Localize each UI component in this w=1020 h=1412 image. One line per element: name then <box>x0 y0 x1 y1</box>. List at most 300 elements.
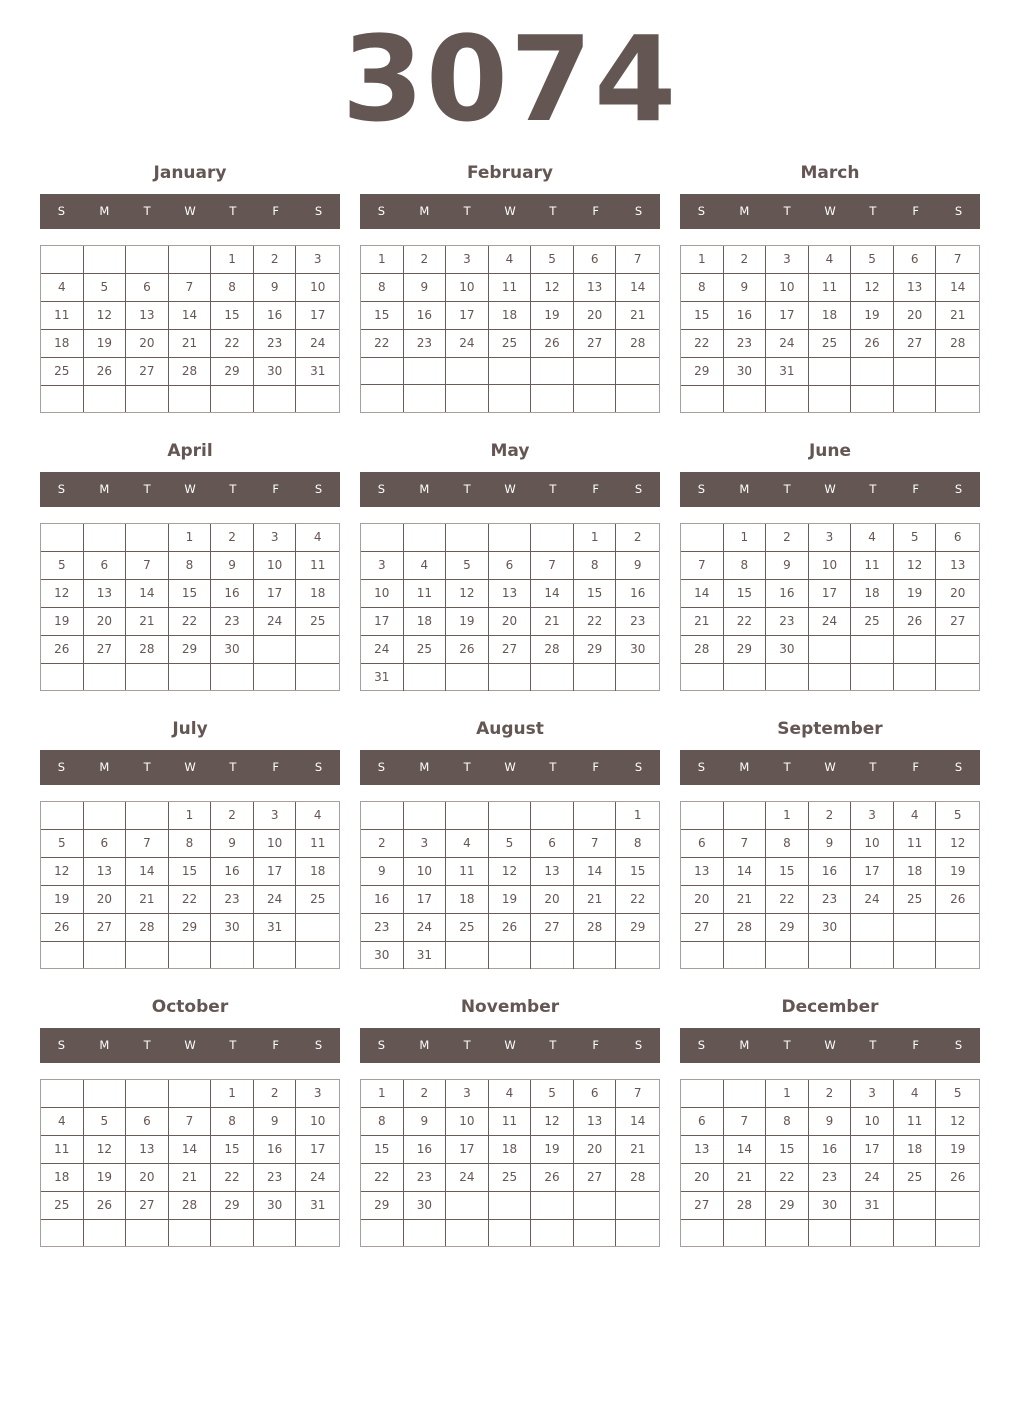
day-cell[interactable]: 27 <box>681 914 724 942</box>
day-cell[interactable]: 28 <box>574 914 617 942</box>
day-cell[interactable]: 30 <box>361 942 404 969</box>
day-cell[interactable]: 16 <box>211 580 254 608</box>
day-cell[interactable]: 26 <box>936 1164 979 1192</box>
day-cell[interactable]: 6 <box>681 830 724 858</box>
day-cell[interactable]: 18 <box>894 858 937 886</box>
day-cell[interactable]: 11 <box>894 830 937 858</box>
day-cell[interactable]: 21 <box>616 1136 659 1164</box>
day-cell[interactable]: 30 <box>211 636 254 664</box>
day-cell[interactable]: 1 <box>766 802 809 830</box>
day-cell[interactable]: 18 <box>489 1136 532 1164</box>
day-cell[interactable]: 28 <box>169 1192 212 1220</box>
day-cell[interactable]: 19 <box>84 330 127 358</box>
day-cell[interactable]: 14 <box>616 274 659 302</box>
day-cell[interactable]: 27 <box>126 1192 169 1220</box>
day-cell[interactable]: 13 <box>531 858 574 886</box>
day-cell[interactable]: 11 <box>489 274 532 302</box>
day-cell[interactable]: 25 <box>404 636 447 664</box>
day-cell[interactable]: 25 <box>446 914 489 942</box>
day-cell[interactable]: 21 <box>616 302 659 330</box>
day-cell[interactable]: 19 <box>531 302 574 330</box>
day-cell[interactable]: 16 <box>809 858 852 886</box>
day-cell[interactable]: 17 <box>254 580 297 608</box>
day-cell[interactable]: 11 <box>446 858 489 886</box>
day-cell[interactable]: 2 <box>724 246 767 274</box>
day-cell[interactable]: 1 <box>574 524 617 552</box>
day-cell[interactable]: 23 <box>361 914 404 942</box>
day-cell[interactable]: 17 <box>361 608 404 636</box>
day-cell[interactable]: 19 <box>41 886 84 914</box>
day-cell[interactable]: 19 <box>851 302 894 330</box>
day-cell[interactable]: 24 <box>446 1164 489 1192</box>
day-cell[interactable]: 9 <box>766 552 809 580</box>
day-cell[interactable]: 19 <box>446 608 489 636</box>
day-cell[interactable]: 6 <box>126 274 169 302</box>
day-cell[interactable]: 2 <box>766 524 809 552</box>
day-cell[interactable]: 6 <box>84 552 127 580</box>
day-cell[interactable]: 19 <box>41 608 84 636</box>
day-cell[interactable]: 22 <box>724 608 767 636</box>
day-cell[interactable]: 5 <box>851 246 894 274</box>
day-cell[interactable]: 8 <box>616 830 659 858</box>
day-cell[interactable]: 6 <box>531 830 574 858</box>
day-cell[interactable]: 9 <box>211 830 254 858</box>
day-cell[interactable]: 22 <box>766 886 809 914</box>
day-cell[interactable]: 31 <box>254 914 297 942</box>
day-cell[interactable]: 25 <box>809 330 852 358</box>
day-cell[interactable]: 9 <box>809 830 852 858</box>
day-cell[interactable]: 30 <box>809 914 852 942</box>
day-cell[interactable]: 23 <box>254 1164 297 1192</box>
day-cell[interactable]: 9 <box>361 858 404 886</box>
day-cell[interactable]: 4 <box>894 802 937 830</box>
day-cell[interactable]: 12 <box>531 274 574 302</box>
day-cell[interactable]: 10 <box>446 274 489 302</box>
day-cell[interactable]: 25 <box>489 330 532 358</box>
day-cell[interactable]: 4 <box>296 524 339 552</box>
day-cell[interactable]: 21 <box>169 1164 212 1192</box>
day-cell[interactable]: 8 <box>361 1108 404 1136</box>
day-cell[interactable]: 11 <box>296 830 339 858</box>
day-cell[interactable]: 10 <box>296 1108 339 1136</box>
day-cell[interactable]: 21 <box>724 1164 767 1192</box>
day-cell[interactable]: 13 <box>84 580 127 608</box>
day-cell[interactable]: 27 <box>126 358 169 386</box>
day-cell[interactable]: 24 <box>404 914 447 942</box>
day-cell[interactable]: 15 <box>361 302 404 330</box>
day-cell[interactable]: 23 <box>809 886 852 914</box>
day-cell[interactable]: 2 <box>404 246 447 274</box>
day-cell[interactable]: 13 <box>681 1136 724 1164</box>
day-cell[interactable]: 18 <box>404 608 447 636</box>
day-cell[interactable]: 2 <box>616 524 659 552</box>
day-cell[interactable]: 9 <box>254 274 297 302</box>
day-cell[interactable]: 5 <box>446 552 489 580</box>
day-cell[interactable]: 16 <box>254 302 297 330</box>
day-cell[interactable]: 27 <box>84 636 127 664</box>
day-cell[interactable]: 10 <box>766 274 809 302</box>
day-cell[interactable]: 1 <box>169 524 212 552</box>
day-cell[interactable]: 1 <box>169 802 212 830</box>
day-cell[interactable]: 22 <box>169 886 212 914</box>
day-cell[interactable]: 6 <box>84 830 127 858</box>
day-cell[interactable]: 23 <box>809 1164 852 1192</box>
day-cell[interactable]: 14 <box>724 1136 767 1164</box>
day-cell[interactable]: 18 <box>41 1164 84 1192</box>
day-cell[interactable]: 7 <box>169 274 212 302</box>
day-cell[interactable]: 30 <box>404 1192 447 1220</box>
day-cell[interactable]: 21 <box>169 330 212 358</box>
day-cell[interactable]: 1 <box>211 246 254 274</box>
day-cell[interactable]: 26 <box>41 914 84 942</box>
day-cell[interactable]: 2 <box>254 246 297 274</box>
day-cell[interactable]: 29 <box>681 358 724 386</box>
day-cell[interactable]: 13 <box>574 274 617 302</box>
day-cell[interactable]: 17 <box>254 858 297 886</box>
day-cell[interactable]: 12 <box>489 858 532 886</box>
day-cell[interactable]: 21 <box>724 886 767 914</box>
day-cell[interactable]: 22 <box>211 1164 254 1192</box>
day-cell[interactable]: 31 <box>361 664 404 691</box>
day-cell[interactable]: 26 <box>851 330 894 358</box>
day-cell[interactable]: 22 <box>681 330 724 358</box>
day-cell[interactable]: 7 <box>616 1080 659 1108</box>
day-cell[interactable]: 12 <box>446 580 489 608</box>
day-cell[interactable]: 25 <box>296 608 339 636</box>
day-cell[interactable]: 30 <box>766 636 809 664</box>
day-cell[interactable]: 3 <box>296 246 339 274</box>
day-cell[interactable]: 15 <box>766 1136 809 1164</box>
day-cell[interactable]: 17 <box>446 302 489 330</box>
day-cell[interactable]: 8 <box>169 552 212 580</box>
day-cell[interactable]: 28 <box>681 636 724 664</box>
day-cell[interactable]: 16 <box>616 580 659 608</box>
day-cell[interactable]: 30 <box>254 1192 297 1220</box>
day-cell[interactable]: 26 <box>531 1164 574 1192</box>
day-cell[interactable]: 7 <box>169 1108 212 1136</box>
day-cell[interactable]: 25 <box>41 1192 84 1220</box>
day-cell[interactable]: 7 <box>574 830 617 858</box>
day-cell[interactable]: 7 <box>724 1108 767 1136</box>
day-cell[interactable]: 24 <box>446 330 489 358</box>
day-cell[interactable]: 6 <box>489 552 532 580</box>
day-cell[interactable]: 12 <box>41 858 84 886</box>
day-cell[interactable]: 17 <box>404 886 447 914</box>
day-cell[interactable]: 29 <box>766 1192 809 1220</box>
day-cell[interactable]: 18 <box>296 580 339 608</box>
day-cell[interactable]: 24 <box>254 608 297 636</box>
day-cell[interactable]: 17 <box>851 858 894 886</box>
day-cell[interactable]: 1 <box>361 246 404 274</box>
day-cell[interactable]: 20 <box>84 886 127 914</box>
day-cell[interactable]: 3 <box>851 802 894 830</box>
day-cell[interactable]: 12 <box>851 274 894 302</box>
day-cell[interactable]: 7 <box>936 246 979 274</box>
day-cell[interactable]: 14 <box>126 580 169 608</box>
day-cell[interactable]: 29 <box>766 914 809 942</box>
day-cell[interactable]: 17 <box>296 302 339 330</box>
day-cell[interactable]: 8 <box>211 274 254 302</box>
day-cell[interactable]: 22 <box>574 608 617 636</box>
day-cell[interactable]: 8 <box>169 830 212 858</box>
day-cell[interactable]: 15 <box>616 858 659 886</box>
day-cell[interactable]: 10 <box>254 552 297 580</box>
day-cell[interactable]: 3 <box>851 1080 894 1108</box>
day-cell[interactable]: 20 <box>936 580 979 608</box>
day-cell[interactable]: 7 <box>724 830 767 858</box>
day-cell[interactable]: 18 <box>296 858 339 886</box>
day-cell[interactable]: 16 <box>211 858 254 886</box>
day-cell[interactable]: 3 <box>446 1080 489 1108</box>
day-cell[interactable]: 26 <box>531 330 574 358</box>
day-cell[interactable]: 19 <box>936 858 979 886</box>
day-cell[interactable]: 8 <box>766 830 809 858</box>
day-cell[interactable]: 19 <box>936 1136 979 1164</box>
day-cell[interactable]: 29 <box>724 636 767 664</box>
day-cell[interactable]: 28 <box>126 636 169 664</box>
day-cell[interactable]: 26 <box>84 358 127 386</box>
day-cell[interactable]: 11 <box>489 1108 532 1136</box>
day-cell[interactable]: 5 <box>84 274 127 302</box>
day-cell[interactable]: 30 <box>616 636 659 664</box>
day-cell[interactable]: 16 <box>809 1136 852 1164</box>
day-cell[interactable]: 20 <box>681 886 724 914</box>
day-cell[interactable]: 5 <box>84 1108 127 1136</box>
day-cell[interactable]: 9 <box>616 552 659 580</box>
day-cell[interactable]: 5 <box>489 830 532 858</box>
day-cell[interactable]: 9 <box>404 274 447 302</box>
day-cell[interactable]: 22 <box>361 1164 404 1192</box>
day-cell[interactable]: 13 <box>681 858 724 886</box>
day-cell[interactable]: 17 <box>296 1136 339 1164</box>
day-cell[interactable]: 25 <box>489 1164 532 1192</box>
day-cell[interactable]: 13 <box>126 302 169 330</box>
day-cell[interactable]: 1 <box>681 246 724 274</box>
day-cell[interactable]: 10 <box>254 830 297 858</box>
day-cell[interactable]: 22 <box>169 608 212 636</box>
day-cell[interactable]: 26 <box>489 914 532 942</box>
day-cell[interactable]: 9 <box>211 552 254 580</box>
day-cell[interactable]: 3 <box>766 246 809 274</box>
day-cell[interactable]: 25 <box>894 886 937 914</box>
day-cell[interactable]: 20 <box>489 608 532 636</box>
day-cell[interactable]: 11 <box>41 1136 84 1164</box>
day-cell[interactable]: 7 <box>681 552 724 580</box>
day-cell[interactable]: 5 <box>531 1080 574 1108</box>
day-cell[interactable]: 2 <box>211 802 254 830</box>
day-cell[interactable]: 5 <box>894 524 937 552</box>
day-cell[interactable]: 23 <box>404 330 447 358</box>
day-cell[interactable]: 23 <box>724 330 767 358</box>
day-cell[interactable]: 24 <box>766 330 809 358</box>
day-cell[interactable]: 24 <box>296 1164 339 1192</box>
day-cell[interactable]: 23 <box>211 886 254 914</box>
day-cell[interactable]: 29 <box>211 1192 254 1220</box>
day-cell[interactable]: 28 <box>126 914 169 942</box>
day-cell[interactable]: 29 <box>361 1192 404 1220</box>
day-cell[interactable]: 29 <box>169 914 212 942</box>
day-cell[interactable]: 21 <box>126 608 169 636</box>
day-cell[interactable]: 28 <box>169 358 212 386</box>
day-cell[interactable]: 14 <box>531 580 574 608</box>
day-cell[interactable]: 6 <box>894 246 937 274</box>
day-cell[interactable]: 8 <box>681 274 724 302</box>
day-cell[interactable]: 4 <box>296 802 339 830</box>
day-cell[interactable]: 12 <box>936 1108 979 1136</box>
day-cell[interactable]: 26 <box>84 1192 127 1220</box>
day-cell[interactable]: 20 <box>574 1136 617 1164</box>
day-cell[interactable]: 12 <box>531 1108 574 1136</box>
day-cell[interactable]: 30 <box>724 358 767 386</box>
day-cell[interactable]: 21 <box>574 886 617 914</box>
day-cell[interactable]: 27 <box>574 1164 617 1192</box>
day-cell[interactable]: 22 <box>766 1164 809 1192</box>
day-cell[interactable]: 24 <box>361 636 404 664</box>
day-cell[interactable]: 2 <box>361 830 404 858</box>
day-cell[interactable]: 20 <box>681 1164 724 1192</box>
day-cell[interactable]: 5 <box>936 802 979 830</box>
day-cell[interactable]: 17 <box>766 302 809 330</box>
day-cell[interactable]: 27 <box>936 608 979 636</box>
day-cell[interactable]: 10 <box>446 1108 489 1136</box>
day-cell[interactable]: 21 <box>531 608 574 636</box>
day-cell[interactable]: 17 <box>446 1136 489 1164</box>
day-cell[interactable]: 5 <box>936 1080 979 1108</box>
day-cell[interactable]: 27 <box>489 636 532 664</box>
day-cell[interactable]: 19 <box>531 1136 574 1164</box>
day-cell[interactable]: 10 <box>851 830 894 858</box>
day-cell[interactable]: 16 <box>404 302 447 330</box>
day-cell[interactable]: 31 <box>296 358 339 386</box>
day-cell[interactable]: 9 <box>254 1108 297 1136</box>
day-cell[interactable]: 16 <box>404 1136 447 1164</box>
day-cell[interactable]: 15 <box>681 302 724 330</box>
day-cell[interactable]: 21 <box>936 302 979 330</box>
day-cell[interactable]: 20 <box>531 886 574 914</box>
day-cell[interactable]: 19 <box>894 580 937 608</box>
day-cell[interactable]: 18 <box>851 580 894 608</box>
day-cell[interactable]: 3 <box>446 246 489 274</box>
day-cell[interactable]: 15 <box>361 1136 404 1164</box>
day-cell[interactable]: 4 <box>489 246 532 274</box>
day-cell[interactable]: 1 <box>211 1080 254 1108</box>
day-cell[interactable]: 9 <box>809 1108 852 1136</box>
day-cell[interactable]: 25 <box>851 608 894 636</box>
day-cell[interactable]: 4 <box>894 1080 937 1108</box>
day-cell[interactable]: 13 <box>574 1108 617 1136</box>
day-cell[interactable]: 5 <box>41 830 84 858</box>
day-cell[interactable]: 3 <box>296 1080 339 1108</box>
day-cell[interactable]: 26 <box>41 636 84 664</box>
day-cell[interactable]: 17 <box>809 580 852 608</box>
day-cell[interactable]: 17 <box>851 1136 894 1164</box>
day-cell[interactable]: 14 <box>724 858 767 886</box>
day-cell[interactable]: 11 <box>296 552 339 580</box>
day-cell[interactable]: 26 <box>936 886 979 914</box>
day-cell[interactable]: 26 <box>894 608 937 636</box>
day-cell[interactable]: 20 <box>84 608 127 636</box>
day-cell[interactable]: 7 <box>531 552 574 580</box>
day-cell[interactable]: 18 <box>809 302 852 330</box>
day-cell[interactable]: 12 <box>84 302 127 330</box>
day-cell[interactable]: 24 <box>809 608 852 636</box>
day-cell[interactable]: 31 <box>766 358 809 386</box>
day-cell[interactable]: 15 <box>724 580 767 608</box>
day-cell[interactable]: 10 <box>809 552 852 580</box>
day-cell[interactable]: 15 <box>169 580 212 608</box>
day-cell[interactable]: 15 <box>211 302 254 330</box>
day-cell[interactable]: 31 <box>404 942 447 969</box>
day-cell[interactable]: 4 <box>809 246 852 274</box>
day-cell[interactable]: 9 <box>404 1108 447 1136</box>
day-cell[interactable]: 8 <box>724 552 767 580</box>
day-cell[interactable]: 29 <box>211 358 254 386</box>
day-cell[interactable]: 11 <box>404 580 447 608</box>
day-cell[interactable]: 6 <box>574 246 617 274</box>
day-cell[interactable]: 7 <box>616 246 659 274</box>
day-cell[interactable]: 10 <box>851 1108 894 1136</box>
day-cell[interactable]: 27 <box>574 330 617 358</box>
day-cell[interactable]: 25 <box>894 1164 937 1192</box>
day-cell[interactable]: 28 <box>531 636 574 664</box>
day-cell[interactable]: 4 <box>446 830 489 858</box>
day-cell[interactable]: 7 <box>126 552 169 580</box>
day-cell[interactable]: 14 <box>936 274 979 302</box>
day-cell[interactable]: 10 <box>296 274 339 302</box>
day-cell[interactable]: 27 <box>894 330 937 358</box>
day-cell[interactable]: 13 <box>894 274 937 302</box>
day-cell[interactable]: 29 <box>169 636 212 664</box>
day-cell[interactable]: 25 <box>296 886 339 914</box>
day-cell[interactable]: 18 <box>446 886 489 914</box>
day-cell[interactable]: 27 <box>84 914 127 942</box>
day-cell[interactable]: 28 <box>616 330 659 358</box>
day-cell[interactable]: 8 <box>766 1108 809 1136</box>
day-cell[interactable]: 27 <box>531 914 574 942</box>
day-cell[interactable]: 13 <box>84 858 127 886</box>
day-cell[interactable]: 18 <box>489 302 532 330</box>
day-cell[interactable]: 4 <box>851 524 894 552</box>
day-cell[interactable]: 1 <box>724 524 767 552</box>
day-cell[interactable]: 11 <box>809 274 852 302</box>
day-cell[interactable]: 24 <box>851 886 894 914</box>
day-cell[interactable]: 19 <box>84 1164 127 1192</box>
day-cell[interactable]: 15 <box>574 580 617 608</box>
day-cell[interactable]: 3 <box>254 524 297 552</box>
day-cell[interactable]: 10 <box>404 858 447 886</box>
day-cell[interactable]: 14 <box>681 580 724 608</box>
day-cell[interactable]: 20 <box>894 302 937 330</box>
day-cell[interactable]: 29 <box>616 914 659 942</box>
day-cell[interactable]: 15 <box>211 1136 254 1164</box>
day-cell[interactable]: 8 <box>361 274 404 302</box>
day-cell[interactable]: 7 <box>126 830 169 858</box>
day-cell[interactable]: 28 <box>724 1192 767 1220</box>
day-cell[interactable]: 24 <box>296 330 339 358</box>
day-cell[interactable]: 2 <box>809 802 852 830</box>
day-cell[interactable]: 2 <box>404 1080 447 1108</box>
day-cell[interactable]: 1 <box>766 1080 809 1108</box>
day-cell[interactable]: 10 <box>361 580 404 608</box>
day-cell[interactable]: 6 <box>936 524 979 552</box>
day-cell[interactable]: 31 <box>851 1192 894 1220</box>
day-cell[interactable]: 13 <box>936 552 979 580</box>
day-cell[interactable]: 11 <box>41 302 84 330</box>
day-cell[interactable]: 19 <box>489 886 532 914</box>
day-cell[interactable]: 23 <box>254 330 297 358</box>
day-cell[interactable]: 20 <box>126 330 169 358</box>
day-cell[interactable]: 22 <box>361 330 404 358</box>
